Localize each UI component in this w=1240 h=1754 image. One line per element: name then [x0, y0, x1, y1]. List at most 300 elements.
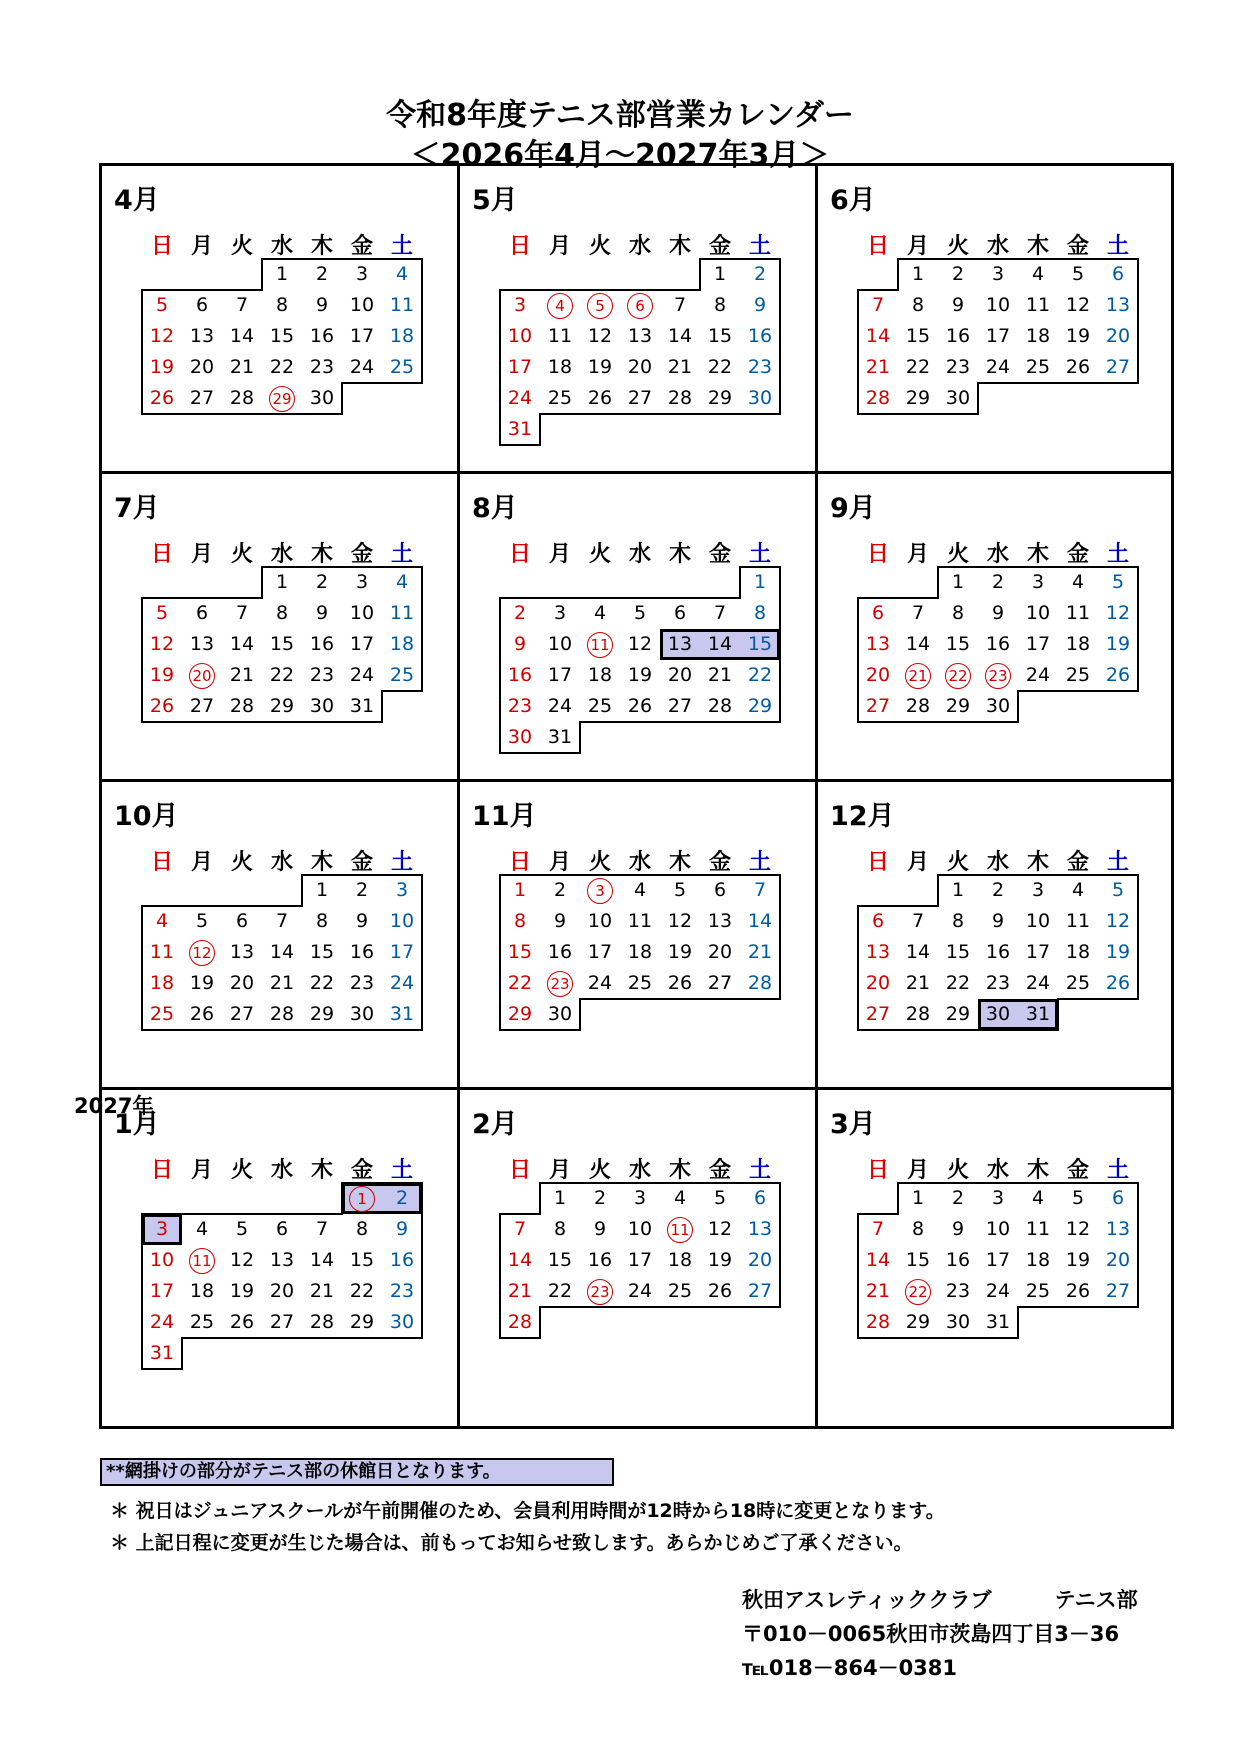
weekday-label: 木: [668, 850, 691, 875]
day-cell: 19: [1105, 941, 1131, 963]
day-cell: 22: [747, 664, 773, 686]
weekday-label: 金: [350, 1158, 373, 1183]
day-cell: 15: [547, 1249, 573, 1271]
day-cell: 22: [945, 972, 971, 994]
day-cell: 2: [315, 263, 329, 285]
day-cell: 16: [507, 664, 533, 686]
day-cell: 25: [627, 972, 653, 994]
day-cell: 11: [389, 294, 415, 316]
weekday-label: 日: [150, 850, 173, 875]
day-cell: 15: [905, 325, 931, 347]
day-cell: 9: [315, 294, 329, 316]
day-cell: 16: [547, 941, 573, 963]
day-cell: 13: [189, 633, 215, 655]
day-cell: 9: [991, 910, 1005, 932]
day-cell: 24: [507, 387, 533, 409]
weekday-label: 木: [1026, 850, 1049, 875]
day-cell: 29: [349, 1311, 375, 1333]
day-cell: 3: [1031, 879, 1045, 901]
day-cell: 6: [871, 602, 885, 624]
day-cell: 17: [985, 325, 1011, 347]
day-cell: 10: [985, 1218, 1011, 1240]
weekday-label: 土: [390, 850, 413, 875]
day-cell: 28: [865, 1311, 891, 1333]
weekday-label: 木: [668, 1158, 691, 1183]
month-panel: [102, 474, 460, 782]
weekday-label: 木: [1026, 542, 1049, 567]
day-cell: 10: [985, 294, 1011, 316]
month-panel: [818, 474, 1174, 782]
holiday-circle: 23: [587, 1279, 613, 1305]
weekday-label: 日: [866, 234, 889, 259]
day-cell: 13: [865, 941, 891, 963]
day-cell: 14: [269, 941, 295, 963]
weekday-label: 水: [986, 1158, 1009, 1183]
day-cell: 31: [349, 695, 375, 717]
day-cell: 6: [275, 1218, 289, 1240]
day-cell: 26: [1065, 1280, 1091, 1302]
weekday-label: 土: [748, 1158, 771, 1183]
day-cell: 19: [1065, 325, 1091, 347]
holiday-date: [620, 290, 660, 321]
weekday-label: 火: [588, 850, 611, 875]
day-cell: 19: [1065, 1249, 1091, 1271]
day-cell: 23: [349, 972, 375, 994]
day-cell: 16: [747, 325, 773, 347]
holiday-date: [262, 383, 302, 414]
day-cell: 16: [309, 325, 335, 347]
day-cell: 14: [507, 1249, 533, 1271]
day-cell: 6: [673, 602, 687, 624]
weekday-label: 金: [350, 850, 373, 875]
day-cell: 23: [389, 1280, 415, 1302]
day-cell: 11: [1065, 602, 1091, 624]
weekday-label: 土: [1106, 234, 1129, 259]
day-cell: 9: [395, 1218, 409, 1240]
day-cell: 7: [871, 1218, 885, 1240]
day-cell: 24: [149, 1311, 175, 1333]
day-cell: 28: [707, 695, 733, 717]
day-cell: 4: [1031, 263, 1045, 285]
day-cell: 12: [1105, 910, 1131, 932]
weekday-label: 木: [668, 542, 691, 567]
day-cell: 4: [395, 571, 409, 593]
day-cell: 26: [229, 1311, 255, 1333]
weekday-label: 日: [508, 234, 531, 259]
day-cell: 3: [513, 294, 527, 316]
day-cell: 5: [195, 910, 209, 932]
day-cell: 4: [673, 1187, 687, 1209]
day-cell: 30: [349, 1003, 375, 1025]
day-cell: 9: [951, 294, 965, 316]
day-cell: 14: [309, 1249, 335, 1271]
day-cell: 10: [547, 633, 573, 655]
holiday-date: [182, 937, 222, 968]
weekday-label: 火: [946, 1158, 969, 1183]
day-cell: 24: [985, 356, 1011, 378]
holiday-circle: 11: [189, 1248, 215, 1274]
day-cell: 15: [269, 325, 295, 347]
holiday-date: [580, 629, 620, 660]
day-cell: 16: [587, 1249, 613, 1271]
day-cell: 18: [587, 664, 613, 686]
day-cell: 12: [627, 633, 653, 655]
weekday-label: 月: [190, 542, 213, 567]
weekday-label: 月: [548, 542, 571, 567]
weekday-label: 木: [1026, 234, 1049, 259]
day-cell: 28: [905, 1003, 931, 1025]
day-cell: 4: [395, 263, 409, 285]
day-cell: 27: [865, 695, 891, 717]
weekday-label: 月: [190, 234, 213, 259]
day-cell: 29: [945, 1003, 971, 1025]
holiday-circle: 22: [905, 1279, 931, 1305]
day-cell: 30: [747, 387, 773, 409]
day-cell: 5: [673, 879, 687, 901]
day-cell: 17: [985, 1249, 1011, 1271]
day-cell: 30: [985, 1003, 1011, 1025]
note-holiday-hours: ＊ 祝日はジュニアスクールが午前開催のため、会員利用時間が12時から18時に変更となります。: [110, 1500, 945, 1522]
weekday-label: 水: [628, 850, 651, 875]
day-cell: 16: [985, 633, 1011, 655]
day-cell: 8: [315, 910, 329, 932]
day-cell: 12: [667, 910, 693, 932]
day-cell: 6: [753, 1187, 767, 1209]
day-cell: 8: [951, 602, 965, 624]
weekday-label: 土: [748, 234, 771, 259]
day-cell: 8: [275, 294, 289, 316]
day-cell: 1: [713, 263, 727, 285]
weekday-label: 木: [310, 542, 333, 567]
day-cell: 7: [871, 294, 885, 316]
legend-closed-days: **網掛けの部分がテニス部の休館日となります。: [100, 1458, 614, 1486]
weekday-label: 月: [548, 1158, 571, 1183]
holiday-date: [580, 1276, 620, 1307]
day-cell: 6: [235, 910, 249, 932]
day-cell: 18: [1065, 941, 1091, 963]
day-cell: 26: [627, 695, 653, 717]
holiday-date: [540, 290, 580, 321]
weekday-label: 日: [508, 542, 531, 567]
day-cell: 3: [355, 263, 369, 285]
year-label: 2027年: [74, 1094, 154, 1118]
day-cell: 16: [309, 633, 335, 655]
day-cell: 27: [1105, 356, 1131, 378]
day-cell: 23: [309, 356, 335, 378]
weekday-label: 日: [508, 850, 531, 875]
month-panel: [818, 1090, 1174, 1426]
day-cell: 21: [707, 664, 733, 686]
month-panel: [460, 1090, 818, 1426]
page-subtitle: ＜2026年4月～2027年3月＞: [410, 138, 830, 173]
day-cell: 23: [945, 356, 971, 378]
weekday-label: 日: [150, 234, 173, 259]
day-cell: 18: [1065, 633, 1091, 655]
day-cell: 16: [349, 941, 375, 963]
day-cell: 17: [1025, 633, 1051, 655]
day-cell: 7: [713, 602, 727, 624]
weekday-label: 火: [230, 1158, 253, 1183]
day-cell: 23: [507, 695, 533, 717]
day-cell: 21: [905, 972, 931, 994]
day-cell: 1: [911, 263, 925, 285]
day-cell: 13: [865, 633, 891, 655]
day-cell: 13: [707, 910, 733, 932]
day-cell: 27: [269, 1311, 295, 1333]
day-cell: 22: [507, 972, 533, 994]
day-cell: 5: [155, 294, 169, 316]
day-cell: 4: [195, 1218, 209, 1240]
day-cell: 8: [951, 910, 965, 932]
day-cell: 13: [1105, 1218, 1131, 1240]
day-cell: 24: [349, 356, 375, 378]
weekday-label: 木: [310, 234, 333, 259]
day-cell: 3: [395, 879, 409, 901]
month-label: 5月: [472, 185, 518, 216]
day-cell: 10: [349, 294, 375, 316]
day-cell: 10: [587, 910, 613, 932]
day-cell: 12: [1105, 602, 1131, 624]
day-cell: 25: [587, 695, 613, 717]
holiday-circle: 4: [547, 293, 573, 319]
day-cell: 5: [155, 602, 169, 624]
month-panel: [460, 474, 818, 782]
month-days: [142, 567, 422, 753]
weekday-label: 土: [748, 542, 771, 567]
day-cell: 4: [1071, 571, 1085, 593]
day-cell: 24: [985, 1280, 1011, 1302]
weekday-label: 月: [906, 234, 929, 259]
day-cell: 3: [991, 263, 1005, 285]
weekday-label: 土: [390, 542, 413, 567]
day-cell: 15: [945, 941, 971, 963]
day-cell: 11: [547, 325, 573, 347]
weekday-label: 木: [668, 234, 691, 259]
day-cell: 22: [269, 664, 295, 686]
day-cell: 14: [905, 941, 931, 963]
weekday-label: 土: [390, 234, 413, 259]
day-cell: 19: [587, 356, 613, 378]
month-panel: [102, 782, 460, 1090]
day-cell: 20: [1105, 1249, 1131, 1271]
day-cell: 9: [593, 1218, 607, 1240]
day-cell: 12: [1065, 1218, 1091, 1240]
day-cell: 25: [389, 664, 415, 686]
month-days: [858, 1183, 1138, 1369]
day-cell: 25: [1065, 972, 1091, 994]
day-cell: 10: [507, 325, 533, 347]
day-cell: 17: [1025, 941, 1051, 963]
weekday-label: 火: [588, 542, 611, 567]
day-cell: 11: [627, 910, 653, 932]
day-cell: 7: [235, 294, 249, 316]
day-cell: 21: [507, 1280, 533, 1302]
holiday-date: [938, 660, 978, 691]
month-label: 9月: [830, 493, 876, 524]
page-title: 令和8年度テニス部営業カレンダー: [386, 98, 854, 133]
day-cell: 14: [229, 633, 255, 655]
day-cell: 22: [905, 356, 931, 378]
day-cell: 28: [507, 1311, 533, 1333]
month-panel: [460, 166, 818, 474]
day-cell: 3: [355, 571, 369, 593]
day-cell: 26: [667, 972, 693, 994]
day-cell: 2: [355, 879, 369, 901]
holiday-date: [342, 1183, 382, 1214]
weekday-label: 火: [588, 1158, 611, 1183]
holiday-circle: 23: [985, 663, 1011, 689]
day-cell: 13: [189, 325, 215, 347]
weekday-label: 火: [946, 234, 969, 259]
weekday-label: 金: [708, 542, 731, 567]
day-cell: 19: [667, 941, 693, 963]
day-cell: 23: [747, 356, 773, 378]
weekday-label: 水: [628, 234, 651, 259]
weekday-label: 水: [270, 1158, 293, 1183]
weekday-label: 月: [190, 1158, 213, 1183]
weekday-label: 月: [548, 234, 571, 259]
month-panel: [102, 1090, 460, 1426]
day-cell: 2: [315, 571, 329, 593]
day-cell: 30: [309, 387, 335, 409]
month-panel: [102, 166, 460, 474]
holiday-circle: 12: [189, 940, 215, 966]
day-cell: 22: [707, 356, 733, 378]
day-cell: 17: [149, 1280, 175, 1302]
day-cell: 23: [945, 1280, 971, 1302]
weekday-label: 土: [1106, 542, 1129, 567]
holiday-circle: 11: [587, 632, 613, 658]
month-days: [142, 1183, 422, 1369]
day-cell: 19: [627, 664, 653, 686]
holiday-date: [978, 660, 1018, 691]
day-cell: 8: [753, 602, 767, 624]
holiday-circle: 1: [349, 1186, 375, 1212]
day-cell: 29: [905, 1311, 931, 1333]
day-cell: 27: [865, 1003, 891, 1025]
day-cell: 1: [951, 879, 965, 901]
day-cell: 17: [627, 1249, 653, 1271]
day-cell: 29: [747, 695, 773, 717]
weekday-label: 水: [270, 542, 293, 567]
weekday-label: 水: [628, 542, 651, 567]
day-cell: 15: [905, 1249, 931, 1271]
day-cell: 29: [269, 695, 295, 717]
day-cell: 28: [747, 972, 773, 994]
day-cell: 3: [633, 1187, 647, 1209]
day-cell: 8: [911, 294, 925, 316]
day-cell: 1: [275, 263, 289, 285]
day-cell: 3: [1031, 571, 1045, 593]
day-cell: 10: [1025, 602, 1051, 624]
day-cell: 8: [275, 602, 289, 624]
day-cell: 21: [309, 1280, 335, 1302]
day-cell: 21: [865, 1280, 891, 1302]
day-cell: 29: [945, 695, 971, 717]
weekday-label: 水: [986, 234, 1009, 259]
day-cell: 15: [707, 325, 733, 347]
weekday-label: 月: [906, 542, 929, 567]
day-cell: 24: [1025, 972, 1051, 994]
weekday-label: 木: [1026, 1158, 1049, 1183]
day-cell: 27: [707, 972, 733, 994]
day-cell: 25: [1025, 356, 1051, 378]
holiday-circle: 29: [269, 386, 295, 412]
day-cell: 9: [991, 602, 1005, 624]
holiday-circle: 20: [189, 663, 215, 689]
day-cell: 17: [349, 633, 375, 655]
weekday-label: 水: [628, 1158, 651, 1183]
day-cell: 30: [945, 387, 971, 409]
day-cell: 14: [865, 1249, 891, 1271]
weekday-label: 水: [986, 542, 1009, 567]
month-label: 4月: [114, 185, 160, 216]
day-cell: 6: [871, 910, 885, 932]
day-cell: 19: [149, 664, 175, 686]
day-cell: 21: [229, 664, 255, 686]
day-cell: 12: [229, 1249, 255, 1271]
weekday-label: 日: [866, 542, 889, 567]
day-cell: 17: [349, 325, 375, 347]
day-cell: 6: [195, 294, 209, 316]
day-cell: 10: [149, 1249, 175, 1271]
day-cell: 12: [149, 325, 175, 347]
day-cell: 4: [1031, 1187, 1045, 1209]
month-label: 11月: [472, 801, 537, 832]
month-days: [142, 259, 422, 445]
holiday-circle: 23: [547, 971, 573, 997]
month-days: [500, 1183, 780, 1369]
day-cell: 25: [149, 1003, 175, 1025]
day-cell: 2: [513, 602, 527, 624]
day-cell: 24: [349, 664, 375, 686]
day-cell: 28: [309, 1311, 335, 1333]
holiday-date: [182, 660, 222, 691]
day-cell: 26: [707, 1280, 733, 1302]
month-label: 8月: [472, 493, 518, 524]
holiday-date: [580, 875, 620, 906]
month-days: [500, 259, 780, 445]
day-cell: 22: [269, 356, 295, 378]
day-cell: 9: [355, 910, 369, 932]
day-cell: 8: [355, 1218, 369, 1240]
day-cell: 24: [627, 1280, 653, 1302]
day-cell: 9: [513, 633, 527, 655]
day-cell: 20: [229, 972, 255, 994]
holiday-circle: 21: [905, 663, 931, 689]
weekday-label: 金: [1066, 234, 1089, 259]
weekday-label: 木: [310, 850, 333, 875]
day-cell: 22: [349, 1280, 375, 1302]
weekday-label: 土: [390, 1158, 413, 1183]
day-cell: 18: [627, 941, 653, 963]
day-cell: 26: [149, 695, 175, 717]
weekday-label: 水: [986, 850, 1009, 875]
month-panel: [818, 782, 1174, 1090]
month-label: 7月: [114, 493, 160, 524]
day-cell: 20: [707, 941, 733, 963]
day-cell: 14: [747, 910, 773, 932]
calendar-grid: [99, 163, 1174, 1429]
weekday-label: 金: [708, 1158, 731, 1183]
day-cell: 17: [507, 356, 533, 378]
day-cell: 25: [547, 387, 573, 409]
day-cell: 7: [315, 1218, 329, 1240]
day-cell: 30: [945, 1311, 971, 1333]
day-cell: 9: [753, 294, 767, 316]
day-cell: 2: [991, 879, 1005, 901]
day-cell: 20: [865, 972, 891, 994]
